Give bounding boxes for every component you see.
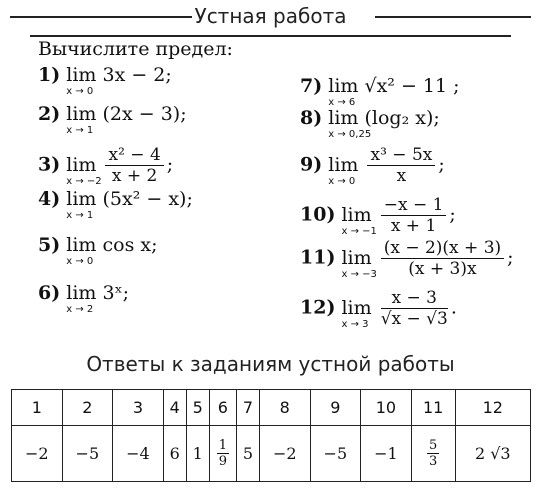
problem-number: 9) bbox=[300, 153, 323, 176]
answer-header-cell: 10 bbox=[361, 390, 412, 426]
numerator: (x − 2)(x + 3) bbox=[381, 238, 504, 259]
numerator: x − 3 bbox=[381, 288, 448, 309]
answer-header-cell: 9 bbox=[310, 390, 361, 426]
denominator: x + 1 bbox=[390, 216, 437, 236]
answer-header-cell: 2 bbox=[62, 390, 113, 426]
limit-operator bbox=[328, 153, 359, 187]
problem-number: 2) bbox=[38, 103, 61, 125]
fraction bbox=[367, 145, 435, 186]
limit-operator bbox=[66, 188, 97, 221]
lim-word: lim bbox=[66, 103, 97, 125]
answer-cell: −4 bbox=[113, 426, 164, 482]
lim-word: lim bbox=[328, 75, 359, 97]
answer-cell bbox=[411, 426, 455, 482]
lim-word: lim bbox=[341, 246, 372, 269]
fraction bbox=[105, 145, 163, 186]
problem-number: 1) bbox=[38, 64, 61, 86]
numerator: x² − 4 bbox=[105, 145, 163, 166]
title-rule-left bbox=[10, 16, 192, 18]
punctuation: ; bbox=[166, 153, 174, 176]
problem-number: 10) bbox=[300, 203, 336, 226]
answer-cell: −2 bbox=[259, 426, 310, 482]
limit-expression: (5x² − x); bbox=[102, 188, 193, 210]
answers-values-row bbox=[12, 426, 531, 482]
title-underline bbox=[30, 35, 511, 37]
answer-numerator: 1 bbox=[218, 438, 227, 453]
limit-approach: x → 1 bbox=[66, 210, 94, 221]
limit-operator bbox=[341, 246, 377, 280]
problem-9 bbox=[300, 145, 445, 186]
answer-fraction bbox=[217, 438, 229, 469]
punctuation: ; bbox=[449, 203, 456, 226]
problem-8 bbox=[300, 107, 440, 140]
answer-header-cell: 7 bbox=[236, 390, 259, 426]
problem-10 bbox=[300, 195, 456, 236]
answer-cell: 5 bbox=[236, 426, 259, 482]
answer-header-cell: 1 bbox=[12, 390, 63, 426]
problem-4 bbox=[38, 188, 193, 221]
limit-expression: 3ˣ; bbox=[102, 282, 130, 304]
problem-number: 5) bbox=[38, 234, 61, 256]
problem-5 bbox=[38, 234, 158, 267]
answer-cell: −1 bbox=[361, 426, 412, 482]
punctuation: . bbox=[450, 296, 457, 319]
limit-operator bbox=[66, 234, 97, 267]
answer-cell: −5 bbox=[62, 426, 113, 482]
lim-word: lim bbox=[66, 188, 97, 210]
lim-word: lim bbox=[66, 234, 97, 256]
answer-denominator: 3 bbox=[428, 454, 438, 469]
answer-cell bbox=[209, 426, 236, 482]
limit-approach: x → −2 bbox=[66, 175, 102, 187]
limit-approach: x → 0 bbox=[328, 175, 356, 187]
answer-header-cell: 8 bbox=[259, 390, 310, 426]
answer-denominator: 9 bbox=[218, 454, 227, 469]
problem-number: 8) bbox=[300, 107, 323, 129]
problem-number: 12) bbox=[300, 296, 336, 319]
problem-6 bbox=[38, 282, 130, 315]
answer-cell: −5 bbox=[310, 426, 361, 482]
answer-header-cell: 5 bbox=[186, 390, 209, 426]
lim-word: lim bbox=[66, 282, 97, 304]
answers-header-row bbox=[12, 390, 531, 426]
lim-word: lim bbox=[341, 203, 372, 226]
problem-12 bbox=[300, 288, 457, 329]
limit-expression: cos x; bbox=[102, 234, 158, 256]
numerator: x³ − 5x bbox=[367, 145, 435, 166]
fraction bbox=[381, 288, 448, 329]
limit-operator bbox=[66, 64, 97, 97]
limit-operator bbox=[66, 103, 97, 136]
problem-1 bbox=[38, 64, 172, 97]
limit-approach: x → −3 bbox=[341, 268, 377, 280]
lim-word: lim bbox=[341, 296, 372, 319]
answers-title: Ответы к заданиям устной работы bbox=[86, 352, 455, 376]
problem-2 bbox=[38, 103, 187, 136]
problem-number: 7) bbox=[300, 75, 323, 97]
answer-header-cell: 4 bbox=[163, 390, 186, 426]
fraction bbox=[381, 195, 447, 236]
answer-header-cell: 3 bbox=[113, 390, 164, 426]
fraction bbox=[381, 238, 504, 279]
limit-approach: x → 3 bbox=[341, 318, 369, 330]
problem-11 bbox=[300, 238, 514, 279]
limit-expression: (log₂ x); bbox=[364, 107, 440, 129]
answer-cell: −2 bbox=[12, 426, 63, 482]
problem-number: 4) bbox=[38, 188, 61, 210]
lim-word: lim bbox=[66, 153, 97, 176]
answer-header-cell: 11 bbox=[411, 390, 455, 426]
answer-header-cell: 6 bbox=[209, 390, 236, 426]
limit-operator bbox=[328, 75, 359, 108]
answer-cell: 2 √3 bbox=[455, 426, 530, 482]
title-rule-right bbox=[375, 16, 531, 18]
limit-operator bbox=[66, 282, 97, 315]
answer-cell: 1 bbox=[186, 426, 209, 482]
page-title: Устная работа bbox=[194, 4, 347, 28]
denominator: x bbox=[396, 166, 407, 186]
punctuation: ; bbox=[507, 246, 514, 269]
lim-word: lim bbox=[328, 153, 359, 176]
problem-number: 6) bbox=[38, 282, 61, 304]
limit-operator bbox=[341, 203, 377, 237]
problem-number: 3) bbox=[38, 153, 61, 176]
punctuation: ; bbox=[438, 153, 445, 176]
answer-header-cell: 12 bbox=[455, 390, 530, 426]
task-heading: Вычислите предел: bbox=[38, 38, 233, 60]
limit-approach: x → 0 bbox=[66, 86, 94, 97]
limit-operator bbox=[341, 296, 372, 330]
answer-cell: 6 bbox=[163, 426, 186, 482]
limit-approach: x → 0,25 bbox=[328, 129, 372, 140]
problem-number: 11) bbox=[300, 246, 336, 269]
limit-expression: √x² − 11 ; bbox=[364, 75, 460, 97]
denominator: (x + 3)x bbox=[408, 259, 477, 279]
denominator: √x − √3 bbox=[380, 309, 448, 329]
limit-approach: x → 6 bbox=[328, 97, 356, 108]
answer-fraction bbox=[427, 438, 439, 469]
answers-table bbox=[11, 389, 531, 482]
limit-approach: x → 0 bbox=[66, 256, 94, 267]
denominator: x + 2 bbox=[111, 166, 158, 186]
numerator: −x − 1 bbox=[381, 195, 447, 216]
limit-operator bbox=[328, 107, 372, 140]
limit-approach: x → −1 bbox=[341, 225, 377, 237]
lim-word: lim bbox=[328, 107, 359, 129]
problem-3 bbox=[38, 145, 173, 186]
answer-numerator: 5 bbox=[428, 438, 438, 453]
limit-operator bbox=[66, 153, 102, 187]
problem-7 bbox=[300, 75, 460, 108]
limit-expression: 3x − 2; bbox=[102, 64, 172, 86]
lim-word: lim bbox=[66, 64, 97, 86]
limit-approach: x → 1 bbox=[66, 125, 94, 136]
limit-expression: (2x − 3); bbox=[102, 103, 187, 125]
limit-approach: x → 2 bbox=[66, 304, 94, 315]
